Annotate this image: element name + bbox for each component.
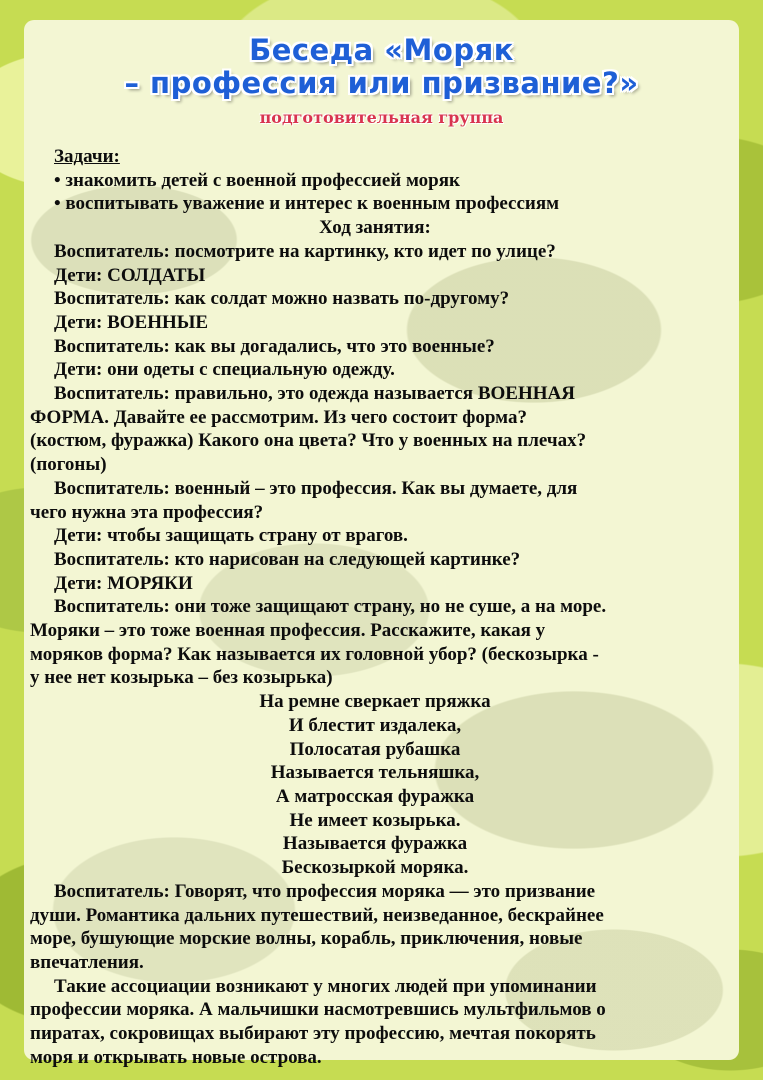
dialogue-line: Дети: ВОЕННЫЕ — [54, 311, 209, 333]
dialogue-line: Воспитатель: правильно, это одежда называется ВОЕННАЯ — [54, 383, 575, 405]
dialogue-line: Воспитатель: как вы догадались, что это военные? — [54, 335, 495, 357]
dialogue-line: у нее нет козырька – без козырька) — [30, 667, 333, 689]
dialogue-line: Воспитатель: кто нарисован на следующей картинке? — [54, 548, 521, 570]
dialogue-line: Дети: МОРЯКИ — [54, 572, 193, 594]
poem-line: А матросская фуражка — [275, 785, 475, 807]
group-subtitle: подготовительная группа — [259, 108, 504, 127]
poem-line: Называется фуражка — [282, 833, 468, 855]
title-line-1: Беседа «Моряк — [249, 33, 514, 67]
dialogue-line: Дети: чтобы защищать страну от врагов. — [54, 525, 408, 547]
dialogue-line: (погоны) — [30, 454, 107, 476]
closing-line: души. Романтика дальних путешествий, неизведанное, бескрайнее — [30, 904, 604, 926]
dialogue-line: моряков форма? Как называется их головной убор? (бескозырка - — [30, 643, 599, 665]
lesson-heading: Ход занятия: — [319, 217, 431, 239]
poem-line: И блестит издалека, — [288, 714, 462, 736]
lesson-text — [30, 145, 720, 1069]
task-item: • знакомить детей с военной профессией моряк — [54, 169, 460, 191]
poem-line: Называется тельняшка, — [270, 762, 480, 784]
tasks-heading: Задачи: — [54, 146, 120, 167]
dialogue-line: Воспитатель: они тоже защищают страну, но не суше, а на море. — [54, 596, 607, 618]
closing-line: моря и открывать новые острова. — [30, 1046, 322, 1068]
dialogue-line: Воспитатель: военный – это профессия. Как вы думаете, для — [54, 477, 578, 499]
dialogue-line: Воспитатель: посмотрите на картинку, кто идет по улице? — [54, 240, 556, 262]
poem-line: Не имеет козырька. — [289, 809, 461, 831]
poem-line: Бескозыркой моряка. — [281, 857, 469, 879]
page-title — [24, 34, 739, 100]
dialogue-line: Дети: они одеты с специальную одежду. — [54, 359, 395, 381]
task-item: • воспитывать уважение и интерес к военным профессиям — [54, 193, 560, 215]
dialogue-line: чего нужна эта профессия? — [30, 501, 264, 523]
closing-line: профессии моряка. А мальчишки насмотревшись мультфильмов о — [30, 999, 606, 1021]
poem-line: Полосатая рубашка — [289, 738, 461, 760]
dialogue-line: ФОРМА. Давайте ее рассмотрим. Из чего состоит форма? — [30, 406, 527, 428]
dialogue-line: Моряки – это тоже военная профессия. Расскажите, какая у — [30, 620, 546, 642]
dialogue-line: (костюм, фуражка) Какого она цвета? Что у военных на плечах? — [30, 430, 587, 452]
poster-content — [24, 20, 739, 1068]
title-line-2: – профессия или призвание?» — [124, 66, 639, 100]
closing-line: впечатления. — [30, 951, 144, 973]
poem-line: На ремне сверкает пряжка — [259, 691, 491, 713]
closing-line: море, бушующие морские волны, корабль, приключения, новые — [30, 928, 583, 950]
closing-line: Такие ассоциации возникают у многих людей при упоминании — [54, 975, 597, 997]
closing-line: пиратах, сокровищах выбирают эту профессию, мечтая покорять — [30, 1023, 596, 1045]
closing-line: Воспитатель: Говорят, что профессия моряка — это призвание — [54, 880, 596, 902]
dialogue-line: Воспитатель: как солдат можно назвать по-другому? — [54, 288, 510, 310]
dialogue-line: Дети: СОЛДАТЫ — [54, 264, 206, 286]
